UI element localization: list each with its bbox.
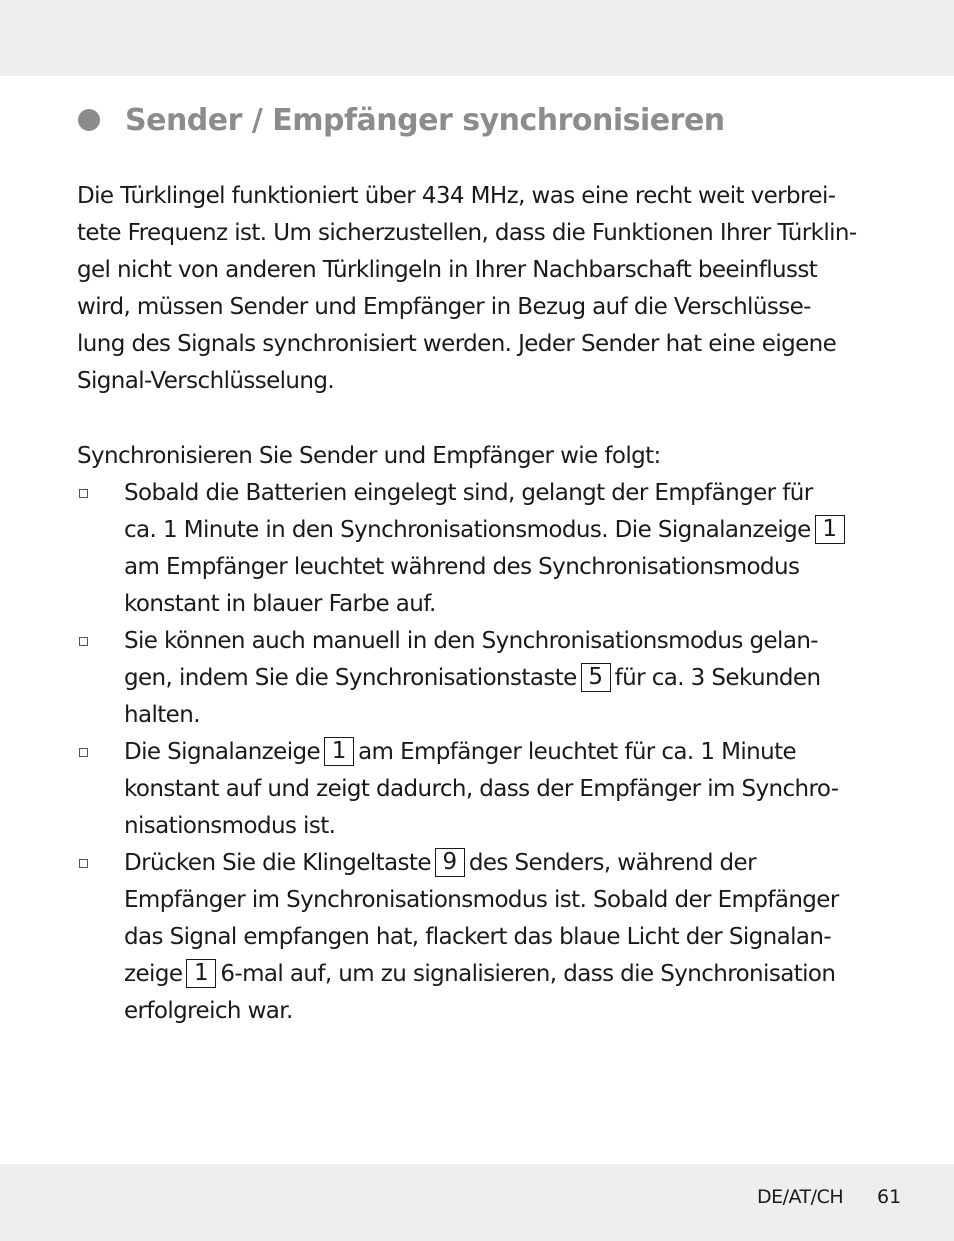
step-line: nisationsmodus ist. xyxy=(124,813,336,839)
step-line xyxy=(124,845,897,882)
step-line: konstant auf und zeigt dadurch, dass der Empfänger im Synchro- xyxy=(124,776,839,802)
checkbox-icon xyxy=(79,859,88,868)
checkbox-icon xyxy=(79,637,88,646)
intro-line: lung des Signals synchronisiert werden. Jeder Sender hat eine eigene xyxy=(77,331,837,357)
steps-list xyxy=(77,475,897,1030)
step-text: für ca. 3 Sekunden xyxy=(614,665,821,691)
part-reference-box: 9 xyxy=(435,848,465,877)
page-number: 61 xyxy=(877,1186,902,1208)
step-line xyxy=(124,660,897,697)
step-text: ca. 1 Minute in den Synchronisationsmodus. Die Signalanzeige xyxy=(124,517,811,543)
step-line: Sobald die Batterien eingelegt sind, gelangt der Empfänger für xyxy=(124,480,813,506)
step-text: Drücken Sie die Klingeltaste xyxy=(124,850,431,876)
list-item xyxy=(77,475,897,623)
list-item xyxy=(77,734,897,845)
step-line: konstant in blauer Farbe auf. xyxy=(124,591,436,617)
intro-line: Die Türklingel funktioniert über 434 MHz, was eine recht weit verbrei- xyxy=(77,183,836,209)
step-text: gen, indem Sie die Synchronisationstaste xyxy=(124,665,577,691)
intro-paragraph xyxy=(77,178,897,400)
part-reference-box: 5 xyxy=(581,663,611,692)
step-text: zeige xyxy=(124,961,183,987)
step-line: halten. xyxy=(124,702,200,728)
lead-sentence xyxy=(77,438,897,475)
intro-line: tete Frequenz ist. Um sicherzustellen, dass die Funktionen Ihrer Türklin- xyxy=(77,220,857,246)
step-line: erfolgreich war. xyxy=(124,998,293,1024)
step-line: Sie können auch manuell in den Synchronisationsmodus gelan- xyxy=(124,628,819,654)
list-item xyxy=(77,845,897,1030)
intro-line: Signal-Verschlüsselung. xyxy=(77,368,335,394)
heading-text: Sender / Empfänger synchronisieren xyxy=(125,102,725,138)
step-line xyxy=(124,956,897,993)
part-reference-box: 1 xyxy=(186,959,216,988)
intro-line: wird, müssen Sender und Empfänger in Bezug auf die Verschlüsse- xyxy=(77,294,811,320)
checkbox-icon xyxy=(79,748,88,757)
step-line xyxy=(124,512,897,549)
step-line: Empfänger im Synchronisationsmodus ist. Sobald der Empfänger xyxy=(124,887,839,913)
step-text: Die Signalanzeige xyxy=(124,739,321,765)
step-text: des Senders, während der xyxy=(468,850,756,876)
step-line: das Signal empfangen hat, flackert das blaue Licht der Signalan- xyxy=(124,924,832,950)
bullet-dot-icon xyxy=(78,109,100,131)
step-line: am Empfänger leuchtet während des Synchronisationsmodus xyxy=(124,554,800,580)
part-reference-box: 1 xyxy=(815,515,845,544)
top-band xyxy=(0,0,954,76)
lead-text: Synchronisieren Sie Sender und Empfänger wie folgt: xyxy=(77,443,661,469)
checkbox-icon xyxy=(79,489,88,498)
section-heading xyxy=(78,98,918,142)
step-text: am Empfänger leuchtet für ca. 1 Minute xyxy=(358,739,797,765)
step-text: 6-mal auf, um zu signalisieren, dass die Synchronisation xyxy=(220,961,836,987)
intro-line: gel nicht von anderen Türklingeln in Ihrer Nachbarschaft beeinflusst xyxy=(77,257,818,283)
part-reference-box: 1 xyxy=(324,737,354,766)
footer-region: DE/AT/CH xyxy=(757,1186,844,1208)
step-line xyxy=(124,734,897,771)
list-item xyxy=(77,623,897,734)
